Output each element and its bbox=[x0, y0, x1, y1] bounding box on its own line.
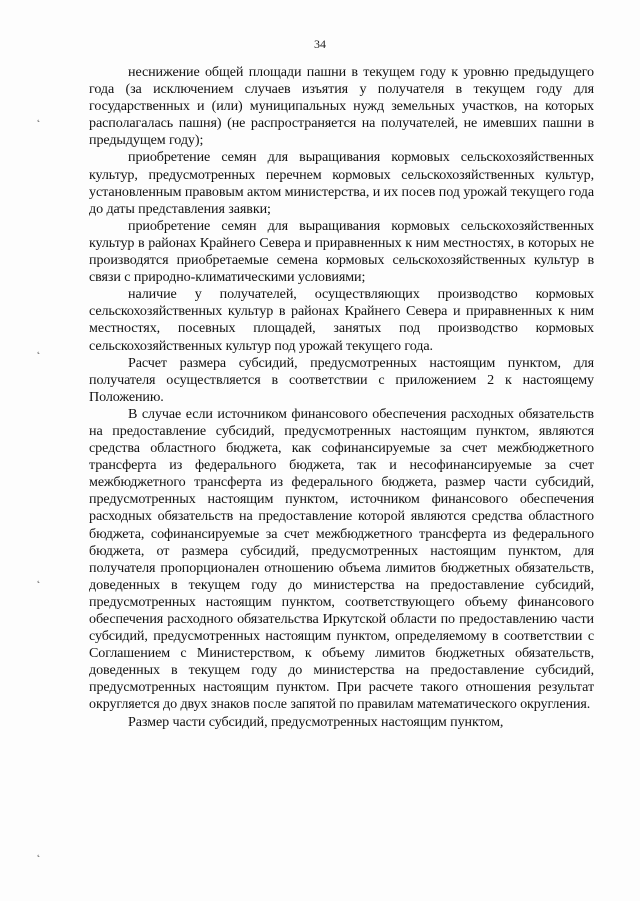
scan-margin-mark: ˛ bbox=[37, 344, 41, 355]
paragraph-subsidy-part-size: Размер части субсидий, предусмотренных настоящим пунктом, bbox=[128, 713, 504, 730]
paragraph-subsidy-calculation: Расчет размера субсидий, предусмотренных настоящим пунктом, для получателя осуществляется в соответствии с приложением 2 к настоящему Положению. bbox=[89, 354, 594, 405]
scan-margin-mark: ˛ bbox=[37, 847, 41, 858]
scan-margin-mark: ˛ bbox=[37, 573, 41, 584]
paragraph-sown-area-north: наличие у получателей, осуществляющих производство кормовых сельскохозяйственных культур в районах Крайнего Севера и приравненных к ним местностях, посевных площадей, занятых под производство кормовых сельскохозяйственных культур под урожай текущего года. bbox=[89, 286, 594, 354]
paragraph-funding-source: В случае если источником финансового обеспечения расходных обязательств на предоставление субсидий, предусмотренных настоящим пунктом, являются средства областного бюджета, как софинансируемые за счет межбюджетного трансферта из федерального бюджета, так и несофинансируемые за счет межбюджетного трансферта из федерального бюджета, размер части субсидий, предусмотренных настоящим пунктом, источником финансового обеспечения расходных обязательств на предоставление которой являются средства областного бюджета, софинансируемые за счет межбюджетного трансферта из федерального бюджета, от размера субсидий, предусмотренных настоящим пунктом, для получателя пропорционален отношению объема лимитов бюджетных обязательств, доведенных в текущем году до министерства на предоставление субсидий, предусмотренных настоящим пунктом, соответствующего объему финансового обеспечения расходного обязательства Иркутской области по предоставлению части субсидий, предусмотренных настоящим пунктом, определяемому в соответствии с Соглашением с Министерством, к объему лимитов бюджетных обязательств, доведенных в текущем году до министерства на предоставление субсидий, предусмотренных настоящим пунктом. При расчете такого отношения результат округляется до двух знаков после запятой по правилам математического округления. bbox=[89, 405, 594, 713]
paragraph-seed-purchase-north: приобретение семян для выращивания кормовых сельскохозяйственных культур в районах Крайнего Севера и приравненных к ним местностях, в которых не производятся приобретаемые семена кормовых сельскохозяйственных культур в связи с природно-климатическими условиями; bbox=[89, 217, 594, 286]
page-number: 34 bbox=[314, 37, 326, 51]
scan-margin-mark: ˛ bbox=[37, 112, 41, 123]
paragraph-arable-land: неснижение общей площади пашни в текущем году к уровню предыдущего года (за исключением случаев изъятия у получателя в текущем году для государственных и (или) муниципальных нужд земельных участков, на которых располагалась пашня) (не распространяется на получателей, не имевших пашни в предыдущем году); bbox=[89, 64, 594, 149]
document-body bbox=[89, 64, 594, 731]
paragraph-seed-purchase: приобретение семян для выращивания кормовых сельскохозяйственных культур, предусмотренных перечнем кормовых сельскохозяйственных культур, установленным правовым актом министерства, и их посев под урожай текущего года до даты представления заявки; bbox=[89, 149, 594, 217]
